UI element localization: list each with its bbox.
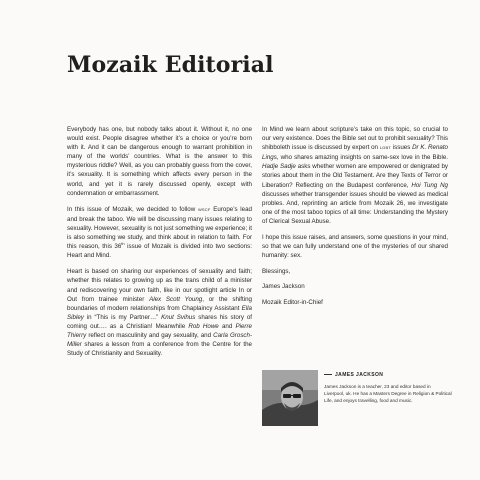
paragraph-heart: Heart is based on sharing our experiences of sexuality and faith; whether this relates to growing up as the trans child of a minister and rediscovering your own faith, like in our spotlight article In or Out from trainee minister Alex Scott Young, or the shifting boundaries of modern relationships from Chaplaincy Assistant Ella Sibley in “This is my Partner…” Knut Svihus shares his story of coming out…. as a Christian! Meanwhile Rob Howe and Pierre Thierry reflect on masculinity and gay sexuality, and Carla Grosch-Miller shares a lesson from a conference from the Centre for the Study of Christianity and Sexuality. [67, 268, 253, 358]
bio-author-name: JAMES JACKSON [335, 372, 384, 378]
page-title: Mozaik Editorial [67, 52, 274, 78]
author-photo [262, 370, 318, 426]
author-bio [262, 370, 452, 426]
signoff-role: Mozaik Editor-in-Chief [262, 298, 323, 306]
signoff-blessings: Blessings, [262, 268, 291, 276]
bio-dash [324, 374, 332, 375]
right-column [262, 125, 448, 313]
paragraph-intro: Everybody has one, but nobody talks about it. Without it, no one would exist. People disagree whether it’s a choice or you’re born with it. And it can be dangerous enough to warrant prohibition in many of the worlds’ countries. What is the answer to this mysterious riddle? Well, as you can probably guess from the cover, it’s sexuality. It is something which affects every person in the world, and yet it is rarely discussed openly, except with condemnation or embarrassment. [67, 126, 252, 197]
paragraph-hope: I hope this issue raises, and answers, some questions in your mind, so that we can fully understand one of the mysteries of our shared humanity: sex. [262, 234, 448, 260]
left-column [67, 125, 252, 365]
paragraph-mind: In Mind we learn about scripture’s take on this topic, so crucial to our very existence. Does the Bible set out to prohibit sexuality? This shibboleth issue is discussed by expert on lgbt issues Dr K. Renato Lings, who shares amazing insights on same-sex love in the Bible. Hadje Sadje asks whether women are empowered or denigrated by stories about them in the Old Testament. Are they Texts of Terror or Liberation? Reflecting on the Budapest conference, Hoi Tung Ng discusses whether transgender issues should be viewed as medical probles. And, reprinting an article from Mozaik 26, we investigate one of the most taboo topics of all time: Understanding the Mystery of Clerical Sexual Abuse. [262, 126, 448, 225]
signoff-name: James Jackson [262, 283, 305, 291]
paragraph-issue: In this issue of Mozaik, we decided to follow wscf Europe’s lead and break the taboo. We will be discussing many issues relating to sexuality. However, sexuality is not just something we experience; it is also something we study, and think about in relation to faith. For this reason, this 36th issue of Mozaik is divided into two sections: Heart and Mind. [67, 205, 253, 260]
bio-text: James Jackson is a teacher, 23 and editor based in Liverpool, uk. He has a Masters Degree in Religion & Political Life, and enjoys travelling, food and music. [324, 384, 452, 403]
